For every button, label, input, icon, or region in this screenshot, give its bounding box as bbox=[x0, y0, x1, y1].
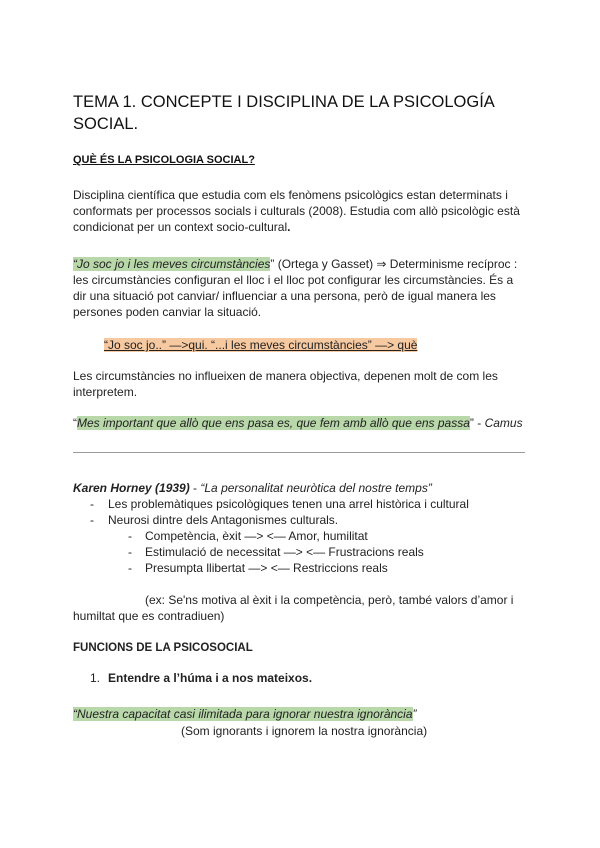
camus-close: ” - bbox=[469, 416, 485, 430]
list-item-text: Competència, èxit —> <— Amor, humilitat bbox=[145, 529, 368, 543]
ignorance-quote: “Nuestra capacitat casi ilimitada para ignorar nuestra ignorància bbox=[73, 707, 413, 721]
bullet-mark: - bbox=[128, 545, 132, 559]
numbered-item-1 bbox=[90, 670, 313, 686]
qui-que-line bbox=[104, 337, 417, 353]
item-number: 1. bbox=[90, 671, 101, 685]
ortega-line-3: dir una situació pot canviar/ influenciar a una persona, però de igual manera les bbox=[73, 289, 496, 303]
horney-dash: - bbox=[189, 481, 201, 495]
ortega-line-4: persones poden canviar la situació. bbox=[73, 305, 262, 319]
bullet-mark: - bbox=[128, 529, 132, 543]
circumstances-line-1: Les circumstàncies no influeixen de manera objectiva, depenen molt de com les bbox=[73, 369, 498, 383]
horney-name: Karen Horney (1939) bbox=[73, 481, 190, 495]
list-item-text: Estimulació de necessitat —> <— Frustracions reals bbox=[145, 545, 424, 559]
ignorance-paren: (Som ignorants i ignorem la nostra ignorància) bbox=[181, 724, 428, 738]
ortega-line-2: les circumstàncies configuran el lloc i el lloc pot configurar les circumstàncies. És a bbox=[73, 273, 514, 287]
ignorance-quote-line bbox=[73, 706, 417, 722]
horizontal-divider bbox=[73, 452, 525, 453]
definition-line-1: Disciplina científica que estudia com els fenòmens psicològics estan determinats i bbox=[73, 188, 508, 202]
definition-line-3-text: condicionat per un context socio-cultural bbox=[73, 220, 288, 234]
ortega-paragraph bbox=[73, 256, 517, 320]
ortega-quote-close: ” bbox=[270, 257, 275, 271]
camus-open-quote: “ bbox=[73, 416, 77, 430]
camus-quote: Mes important que allò que ens pasa es, que fem amb allò que ens passa bbox=[77, 416, 470, 430]
title-line-2: SOCIAL. bbox=[73, 115, 139, 133]
example-paragraph bbox=[73, 592, 513, 624]
bullet-mark: - bbox=[128, 561, 132, 575]
definition-paragraph bbox=[73, 187, 520, 235]
horney-heading bbox=[73, 480, 432, 496]
example-line-1: (ex: Se'ns motiva al èxit i la competència, però, també valors d’amor i bbox=[145, 593, 514, 607]
definition-line-2: conformats per processos socials i culturals (2008). Estudia com allò psicològic està bbox=[73, 204, 520, 218]
item-text: Entendre a l’húma i a nos mateixos. bbox=[108, 671, 313, 685]
section-heading-funcions: FUNCIONS DE LA PSICOSOCIAL bbox=[73, 642, 253, 654]
circumstances-line-2: interpretem. bbox=[73, 385, 138, 399]
camus-quote-line bbox=[73, 415, 523, 431]
circumstances-paragraph bbox=[73, 368, 498, 400]
ortega-line-1 bbox=[73, 256, 517, 272]
definition-period: . bbox=[287, 220, 291, 234]
bullet-mark: - bbox=[90, 497, 94, 511]
title-line-1: TEMA 1. CONCEPTE I DISCIPLINA DE LA PSICOLOGÍA bbox=[73, 93, 495, 111]
list-item-text: Presumpta llibertat —> <— Restriccions reals bbox=[145, 561, 388, 575]
page-title bbox=[73, 91, 495, 135]
ortega-quote: “Jo soc jo i les meves circumstàncies bbox=[73, 257, 271, 271]
list-item-text: Les problemàtiques psicològiques tenen una arrel històrica i cultural bbox=[108, 497, 469, 511]
list-item-text: Neurosi dintre dels Antagonismes culturals. bbox=[108, 513, 339, 527]
camus-author: Camus bbox=[484, 416, 523, 430]
bullet-mark: - bbox=[90, 513, 94, 527]
ignorance-quote-close: ” bbox=[412, 707, 417, 721]
horney-book: “La personalitat neuròtica del nostre temps” bbox=[200, 481, 432, 495]
qui-que-text: “Jo soc jo..” —>qui. “...i les meves circumstàncies” —> què bbox=[104, 338, 418, 352]
example-line-2: humiltat que es contradiuen) bbox=[73, 609, 225, 623]
definition-line-3 bbox=[73, 219, 520, 235]
section-heading-que-es: QUÈ ÉS LA PSICOLOGIA SOCIAL? bbox=[73, 154, 255, 166]
ortega-attribution: (Ortega y Gasset) ⇒ Determinisme recíproc : bbox=[274, 257, 518, 271]
